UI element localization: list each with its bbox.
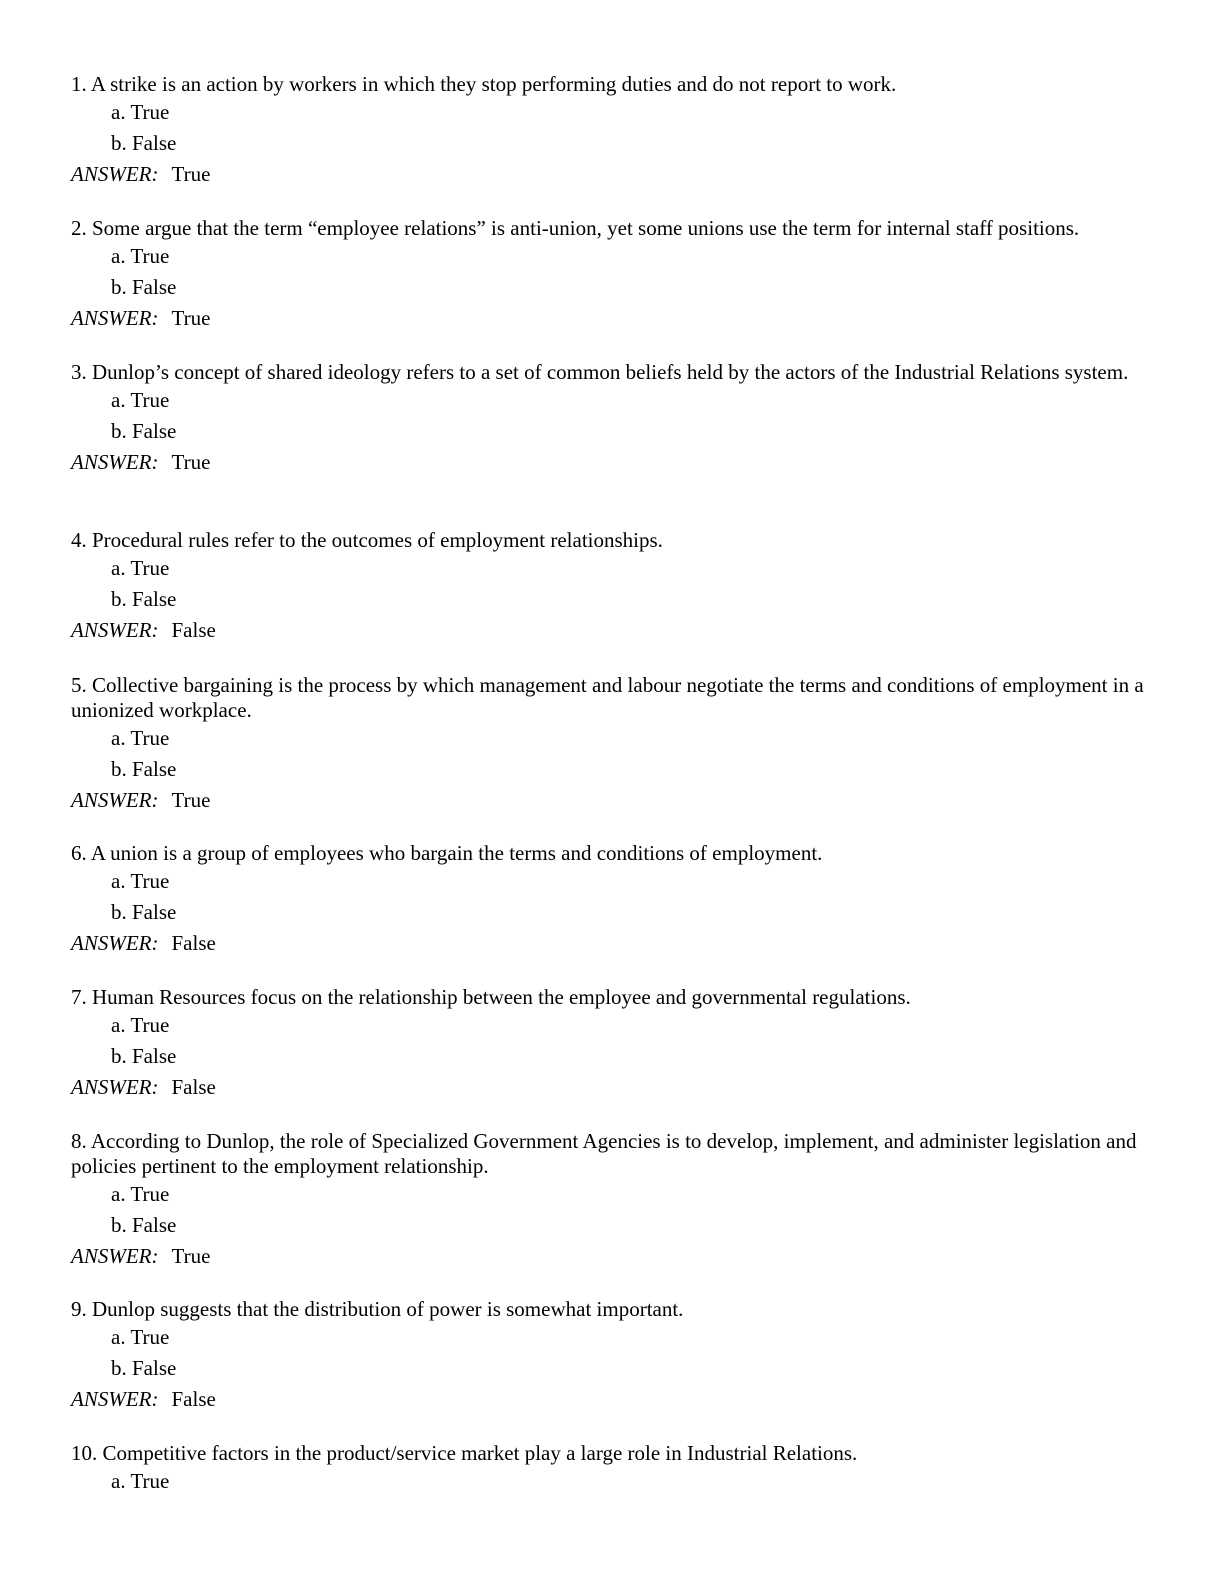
question-text <box>71 1297 1151 1322</box>
option-letter: a. <box>111 1469 126 1493</box>
answer-label: ANSWER: <box>71 1387 159 1411</box>
question-text <box>71 528 1151 553</box>
answer-line <box>71 1241 1151 1272</box>
answer-line <box>71 1384 1151 1415</box>
option-a <box>111 723 1151 754</box>
answer-value: True <box>171 450 211 474</box>
answer-label: ANSWER: <box>71 931 159 955</box>
answer-label: ANSWER: <box>71 306 159 330</box>
option-text: True <box>130 100 170 124</box>
question-stem: A strike is an action by workers in which they stop performing duties and do not report to work. <box>90 72 897 96</box>
question-4 <box>71 528 1151 646</box>
option-letter: b. <box>111 1044 127 1068</box>
question-9 <box>71 1297 1151 1415</box>
option-letter: b. <box>111 1356 127 1380</box>
answer-line <box>71 1072 1151 1103</box>
answer-line <box>71 303 1151 334</box>
option-text: True <box>130 869 170 893</box>
question-stem: Procedural rules refer to the outcomes of employment relationships. <box>92 528 663 552</box>
answer-line <box>71 785 1151 816</box>
question-number: 3. <box>71 360 87 384</box>
question-text <box>71 1129 1151 1179</box>
option-b <box>111 897 1151 928</box>
question-number: 4. <box>71 528 87 552</box>
answer-label: ANSWER: <box>71 788 159 812</box>
question-7 <box>71 985 1151 1103</box>
answer-label: ANSWER: <box>71 1244 159 1268</box>
options-list <box>71 241 1151 303</box>
answer-line <box>71 928 1151 959</box>
answer-value: False <box>171 931 216 955</box>
option-text: False <box>132 1213 177 1237</box>
options-list <box>71 1466 1151 1497</box>
option-text: False <box>132 419 177 443</box>
option-a <box>111 1179 1151 1210</box>
option-text: False <box>132 1356 177 1380</box>
options-list <box>71 553 1151 615</box>
options-list <box>71 866 1151 928</box>
option-text: False <box>132 131 177 155</box>
question-number: 6. <box>71 841 87 865</box>
option-letter: a. <box>111 1013 126 1037</box>
answer-label: ANSWER: <box>71 1075 159 1099</box>
option-letter: a. <box>111 869 126 893</box>
option-text: False <box>132 900 177 924</box>
question-stem: Dunlop suggests that the distribution of power is somewhat important. <box>92 1297 684 1321</box>
answer-value: True <box>171 162 211 186</box>
question-stem: A union is a group of employees who bargain the terms and conditions of employment. <box>90 841 823 865</box>
option-letter: b. <box>111 587 127 611</box>
option-text: False <box>132 275 177 299</box>
option-letter: b. <box>111 1213 127 1237</box>
answer-value: False <box>171 1387 216 1411</box>
answer-value: False <box>171 618 216 642</box>
option-text: False <box>132 757 177 781</box>
option-text: True <box>130 726 170 750</box>
answer-value: True <box>171 306 211 330</box>
option-text: True <box>130 1325 170 1349</box>
question-number: 2. <box>71 216 87 240</box>
question-stem: Dunlop’s concept of shared ideology refers to a set of common beliefs held by the actors of the Industrial Relations system. <box>92 360 1129 384</box>
question-3 <box>71 360 1151 478</box>
option-a <box>111 241 1151 272</box>
option-letter: b. <box>111 419 127 443</box>
options-list <box>71 385 1151 447</box>
option-b <box>111 1210 1151 1241</box>
option-text: True <box>130 556 170 580</box>
option-letter: b. <box>111 275 127 299</box>
option-text: True <box>130 1182 170 1206</box>
option-letter: a. <box>111 726 126 750</box>
question-8 <box>71 1129 1151 1272</box>
option-letter: a. <box>111 1182 126 1206</box>
options-list <box>71 1322 1151 1384</box>
question-text <box>71 985 1151 1010</box>
question-number: 9. <box>71 1297 87 1321</box>
option-b <box>111 1353 1151 1384</box>
option-b <box>111 754 1151 785</box>
option-a <box>111 1466 1151 1497</box>
option-a <box>111 1322 1151 1353</box>
answer-label: ANSWER: <box>71 450 159 474</box>
option-a <box>111 385 1151 416</box>
question-1 <box>71 72 1151 190</box>
question-stem: Collective bargaining is the process by which management and labour negotiate the terms and conditions of employment in a unionized workplace. <box>71 673 1144 722</box>
options-list <box>71 1010 1151 1072</box>
question-text <box>71 72 1151 97</box>
option-letter: a. <box>111 1325 126 1349</box>
option-text: True <box>130 388 170 412</box>
option-a <box>111 1010 1151 1041</box>
question-text <box>71 216 1151 241</box>
question-stem: According to Dunlop, the role of Specialized Government Agencies is to develop, implement, and administer legislation and policies pertinent to the employment relationship. <box>71 1129 1137 1178</box>
question-number: 5. <box>71 673 87 697</box>
question-number: 10. <box>71 1441 98 1465</box>
option-letter: b. <box>111 131 127 155</box>
option-b <box>111 272 1151 303</box>
answer-label: ANSWER: <box>71 618 159 642</box>
options-list <box>71 97 1151 159</box>
option-a <box>111 553 1151 584</box>
question-text <box>71 360 1151 385</box>
option-text: True <box>130 244 170 268</box>
options-list <box>71 1179 1151 1241</box>
option-letter: a. <box>111 100 126 124</box>
option-text: False <box>132 1044 177 1068</box>
question-stem: Human Resources focus on the relationship between the employee and governmental regulations. <box>92 985 911 1009</box>
question-text <box>71 841 1151 866</box>
option-b <box>111 416 1151 447</box>
option-letter: a. <box>111 388 126 412</box>
answer-value: True <box>171 1244 211 1268</box>
options-list <box>71 723 1151 785</box>
answer-value: False <box>171 1075 216 1099</box>
question-stem: Competitive factors in the product/service market play a large role in Industrial Relations. <box>102 1441 858 1465</box>
option-text: True <box>130 1013 170 1037</box>
question-number: 7. <box>71 985 87 1009</box>
question-stem: Some argue that the term “employee relations” is anti-union, yet some unions use the term for internal staff positions. <box>92 216 1080 240</box>
option-a <box>111 97 1151 128</box>
option-letter: a. <box>111 556 126 580</box>
option-b <box>111 584 1151 615</box>
answer-line <box>71 447 1151 478</box>
question-text <box>71 673 1151 723</box>
option-text: True <box>130 1469 170 1493</box>
question-2 <box>71 216 1151 334</box>
option-letter: a. <box>111 244 126 268</box>
question-6 <box>71 841 1151 959</box>
answer-value: True <box>171 788 211 812</box>
option-b <box>111 128 1151 159</box>
option-text: False <box>132 587 177 611</box>
option-b <box>111 1041 1151 1072</box>
option-a <box>111 866 1151 897</box>
question-number: 8. <box>71 1129 87 1153</box>
answer-line <box>71 159 1151 190</box>
question-5 <box>71 673 1151 816</box>
option-letter: b. <box>111 757 127 781</box>
question-number: 1. <box>71 72 87 96</box>
question-text <box>71 1441 1151 1466</box>
answer-line <box>71 615 1151 646</box>
option-letter: b. <box>111 900 127 924</box>
question-10 <box>71 1441 1151 1497</box>
answer-label: ANSWER: <box>71 162 159 186</box>
